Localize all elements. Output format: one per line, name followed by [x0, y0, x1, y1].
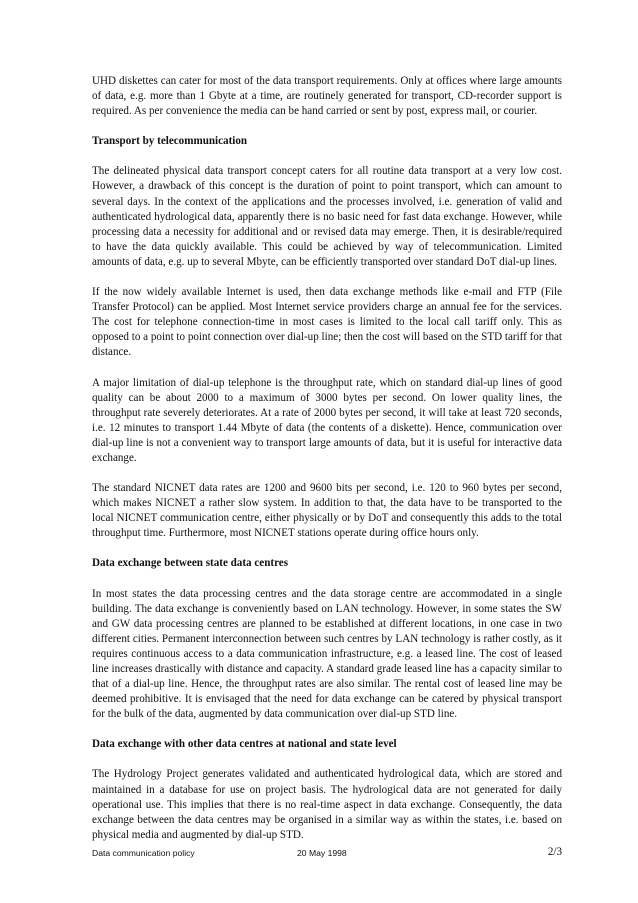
- footer-document-title: Data communication policy: [92, 848, 195, 858]
- paragraph-nicnet-rates: The standard NICNET data rates are 1200 and 9600 bits per second, i.e. 120 to 960 bytes per second, which makes NICNET a rather slow system. In addition to that, the data have to be transported to the local NICNET communication centre, either physically or by DoT and consequently this adds to the total throughput time. Furthermore, most NICNET stations operate during office hours only.: [92, 482, 562, 540]
- heading-transport-by-telecommunication: Transport by telecommunication: [92, 135, 248, 148]
- paragraph-physical-transport-concept: The delineated physical data transport concept caters for all routine data transport at a very low cost. However, a drawback of this concept is the duration of point to point transport, which can amount to several days. In the context of the applications and the processes involved, i.e. generation of valid and authenticated hydrological data, apparently there is no basic need for fast data exchange. However, while processing data a necessity for additional and or revised data may emerge. Then, it is desirable/required to have the data quickly available. This could be achieved by way of telecommunication. Limited amounts of data, e.g. up to several Mbyte, can be efficiently transported over standard DoT dial-up lines.: [92, 165, 562, 268]
- heading-national-state-level: Data exchange with other data centres at national and state level: [92, 738, 397, 751]
- document-body: [92, 74, 562, 858]
- page-footer: [92, 846, 562, 860]
- heading-state-data-centres: Data exchange between state data centres: [92, 557, 289, 570]
- paragraph-uhd-diskettes: UHD diskettes can cater for most of the data transport requirements. Only at offices where large amounts of data, e.g. more than 1 Gbyte at a time, are routinely generated for transport, CD-recorder support is required. As per convenience the media can be hand carried or sent by post, express mail, or courier.: [92, 75, 562, 118]
- footer-page-number: 2/3: [547, 846, 562, 858]
- paragraph-state-exchange: In most states the data processing centres and the data storage centre are accommodated in a single building. The data exchange is conveniently based on LAN technology. However, in some states the SW and GW data processing centres are planned to be established at different locations, in one case in two different cities. Permanent interconnection between such centres by LAN technology is rather costly, as it requires continuous access to a data communication infrastructure, e.g. a leased line. The cost of leased line increases drastically with distance and capacity. A standard grade leased line has a capacity similar to that of a dial-up line. Hence, the throughput rates are also similar. The rental cost of leased line may be deemed prohibitive. It is envisaged that the need for data exchange can be catered by physical transport for the bulk of the data, augmented by data communication over dial-up STD line.: [92, 587, 562, 721]
- footer-date: 20 May 1998: [297, 848, 347, 858]
- paragraph-hydrology-project: The Hydrology Project generates validated and authenticated hydrological data, which are stored and maintained in a database for use on project basis. The hydrological data are not generated for daily operational use. This implies that there is no real-time aspect in data exchange. Consequently, the data exchange between the data centres may be organised in a similar way as within the states, i.e. based on physical media and augmented by dial-up STD.: [92, 768, 562, 841]
- paragraph-internet-usage: If the now widely available Internet is used, then data exchange methods like e-mail and FTP (File Transfer Protocol) can be applied. Most Internet service providers charge an annual fee for the services. The cost for telephone connection-time in most cases is limited to the local call tariff only. This as opposed to a point to point connection over dial-up line; then the cost will based on the STD tariff for that distance.: [92, 286, 562, 359]
- paragraph-dialup-limitation: A major limitation of dial-up telephone is the throughput rate, which on standard dial-up lines of good quality can be about 2000 to a maximum of 3000 bytes per second. On lower quality lines, the throughput rate severely deteriorates. At a rate of 2000 bytes per second, it will take at least 720 seconds, i.e. 12 minutes to transport 1.44 Mbyte of data (the contents of a diskette). Hence, communication over dial-up line is not a convenient way to transport large amounts of data, but it is useful for interactive data exchange.: [92, 376, 562, 464]
